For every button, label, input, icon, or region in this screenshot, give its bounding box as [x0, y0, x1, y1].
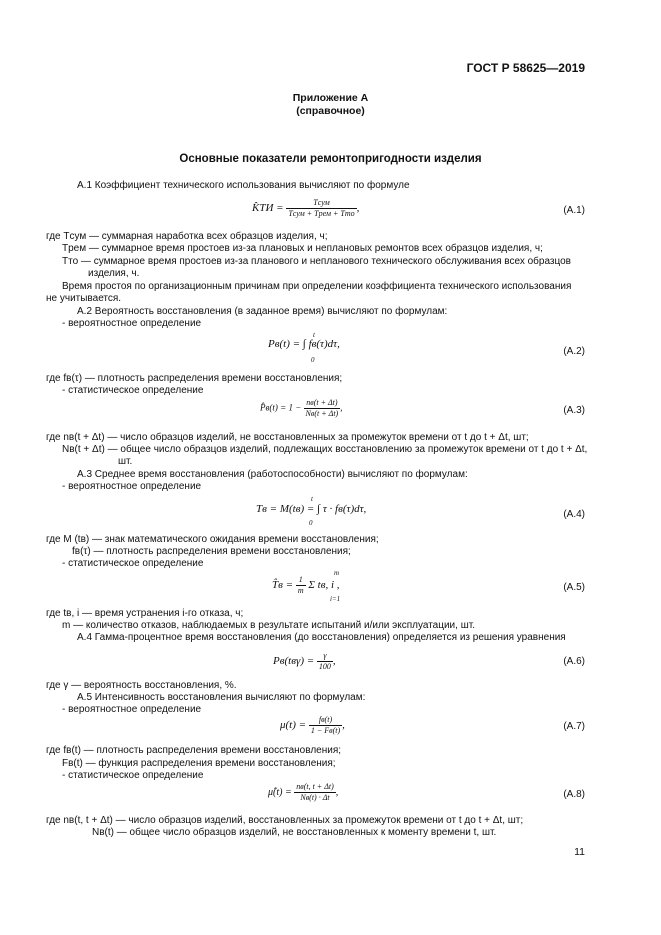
- equation-a2-number: (А.2): [563, 346, 585, 357]
- equation-a7-fraction: [309, 715, 342, 736]
- equation-a7-denominator: 1 − Fв(t): [310, 726, 341, 735]
- equation-a5-denominator: m: [297, 586, 304, 595]
- paragraph-a1: А.1 Коэффициент технического использования вычисляют по формуле: [77, 180, 410, 191]
- paragraph-downtime-cont: не учитывается.: [46, 293, 122, 304]
- equation-a7-numerator: fв(t): [309, 715, 342, 726]
- equation-a5-number: (А.5): [563, 582, 585, 593]
- equation-a5: [272, 569, 341, 603]
- equation-a3-number: (А.3): [563, 405, 585, 416]
- equation-a5-upper-limit: m: [334, 569, 340, 577]
- equation-a4-body: Tв = M(tв) = ∫ τ · fв(τ)dτ,: [256, 503, 367, 515]
- equation-a2: [268, 331, 340, 364]
- equation-a8-numerator: nв(t, t + Δt): [296, 782, 334, 791]
- equation-a1-denominator: Tсум + Tрем + Tто: [288, 209, 355, 218]
- equation-a4: [256, 495, 367, 527]
- equation-a6-lhs: Pв(tвγ) =: [273, 655, 315, 668]
- definition-line: Fв(t) — функция распределения времени восстановления;: [62, 758, 336, 769]
- equation-a6-denominator: 100: [318, 662, 331, 671]
- appendix-subtitle: (справочное): [296, 105, 365, 117]
- definition-line: где γ — вероятность восстановления, %.: [46, 680, 237, 691]
- equation-a6: [273, 651, 336, 672]
- list-item-probabilistic: - вероятностное определение: [62, 481, 202, 492]
- equation-a6-tail: ,: [332, 655, 336, 668]
- equation-a8-denominator: Nв(t) · Δt: [300, 793, 330, 802]
- appendix-title: Приложение А: [292, 92, 369, 104]
- list-item-probabilistic: - вероятностное определение: [62, 704, 202, 715]
- equation-a5-sum: Σ tв, i ,: [308, 579, 340, 592]
- equation-a4-lower-limit: 0: [309, 519, 313, 527]
- definition-line: fв(τ) — плотность распределения времени восстановления;: [72, 546, 351, 557]
- equation-a1-numerator: Tсум: [286, 198, 356, 209]
- equation-a7-number: (А.7): [563, 721, 585, 732]
- equation-a3-tail: ,: [340, 402, 343, 413]
- list-item-probabilistic: - вероятностное определение: [62, 318, 202, 329]
- equation-a3: [260, 398, 342, 419]
- equation-a7-tail: ,: [342, 719, 345, 732]
- document-standard-header: ГОСТ Р 58625—2019: [466, 61, 585, 75]
- list-item-statistical: - статистическое определение: [62, 558, 204, 569]
- page-number: 11: [574, 846, 585, 858]
- equation-a3-fraction: [304, 398, 341, 419]
- definition-line: изделия, ч.: [88, 268, 140, 279]
- equation-a5-lower-limit: i=1: [330, 595, 341, 603]
- equation-a1-tail: ,: [356, 202, 360, 215]
- definition-line: шт.: [118, 456, 133, 467]
- equation-a6-numerator: γ: [317, 651, 333, 662]
- paragraph-a2: А.2 Вероятность восстановления (в заданное время) вычисляют по формулам:: [77, 306, 448, 317]
- definition-line: где tв, i — время устранения i-го отказа, ч;: [46, 608, 244, 619]
- equation-a2-lower-limit: 0: [311, 356, 315, 364]
- equation-a7-lhs: μ(t) =: [280, 719, 307, 732]
- list-item-statistical: - статистическое определение: [62, 770, 204, 781]
- equation-a1-lhs: K̂ТИ =: [252, 202, 284, 215]
- equation-a4-number: (А.4): [563, 509, 585, 520]
- definition-line: m — количество отказов, наблюдаемых в результате испытаний и/или эксплуатации, шт.: [62, 620, 475, 631]
- equation-a8-lhs: μ̂(t) =: [268, 786, 292, 798]
- paragraph-a5: А.5 Интенсивность восстановления вычисляют по формулам:: [77, 692, 366, 703]
- paragraph-a3: А.3 Среднее время восстановления (работоспособности) вычисляют по формулам:: [77, 469, 468, 480]
- equation-a8-tail: ,: [335, 786, 339, 798]
- equation-a5-numerator: 1: [296, 575, 306, 586]
- equation-a3-denominator: Nв(t + Δt): [305, 409, 339, 418]
- equation-a2-upper-limit: t: [313, 331, 315, 339]
- equation-a3-numerator: nв(t + Δt): [304, 398, 341, 409]
- definition-line: где M (tв) — знак математического ожидания времени восстановления;: [46, 534, 379, 545]
- definition-line: Tрем — суммарное время простоев из-за плановых и неплановых ремонтов всех образцов изделия, ч;: [62, 243, 543, 254]
- definition-line: Nв(t) — общее число образцов изделий, не восстановленных к моменту времени t, шт.: [92, 827, 497, 838]
- equation-a6-number: (А.6): [563, 656, 585, 667]
- definition-line: где Tсум — суммарная наработка всех образцов изделия, ч;: [46, 231, 328, 242]
- equation-a8: [268, 782, 338, 803]
- definition-line: где fв(t) — плотность распределения времени восстановления;: [46, 745, 342, 756]
- definition-line: где nв(t + Δt) — число образцов изделий, не восстановленных за промежуток времени от t до t + Δt, шт;: [46, 432, 529, 443]
- equation-a8-number: (А.8): [563, 789, 585, 800]
- equation-a2-body: Pв(t) = ∫ fв(τ)dτ,: [268, 338, 340, 350]
- equation-a3-lhs: P̂в(t) = 1 −: [260, 402, 302, 413]
- paragraph-a4: А.4 Гамма-процентное время восстановления (до восстановления) определяется из решения уравнения: [77, 632, 566, 643]
- equation-a8-fraction: [294, 782, 336, 803]
- equation-a7: [280, 715, 345, 736]
- equation-a4-upper-limit: t: [311, 495, 313, 503]
- list-item-statistical: - статистическое определение: [62, 385, 204, 396]
- equation-a5-fraction: [296, 575, 306, 596]
- definition-line: где fв(τ) — плотность распределения времени восстановления;: [46, 373, 343, 384]
- equation-a1: [252, 198, 359, 219]
- definition-line: где nв(t, t + Δt) — число образцов изделий, восстановленных за промежуток времени от t до t + Δt, шт;: [46, 815, 524, 826]
- definition-line: Nв(t + Δt) — общее число образцов изделий, подлежащих восстановлению за промежуток времени от t до t + Δt,: [62, 444, 588, 455]
- equation-a1-number: (А.1): [563, 205, 585, 216]
- paragraph-downtime: Время простоя по организационным причинам при определении коэффициента технического использования: [62, 281, 572, 292]
- equation-a5-lhs: T̂в =: [272, 579, 294, 592]
- definition-line: Tто — суммарное время простоев из-за планового и непланового технического обслуживания всех образцов: [62, 256, 571, 267]
- equation-a1-fraction: [286, 198, 356, 219]
- equation-a6-fraction: [317, 651, 333, 672]
- section-title: Основные показатели ремонтопригодности изделия: [179, 153, 482, 165]
